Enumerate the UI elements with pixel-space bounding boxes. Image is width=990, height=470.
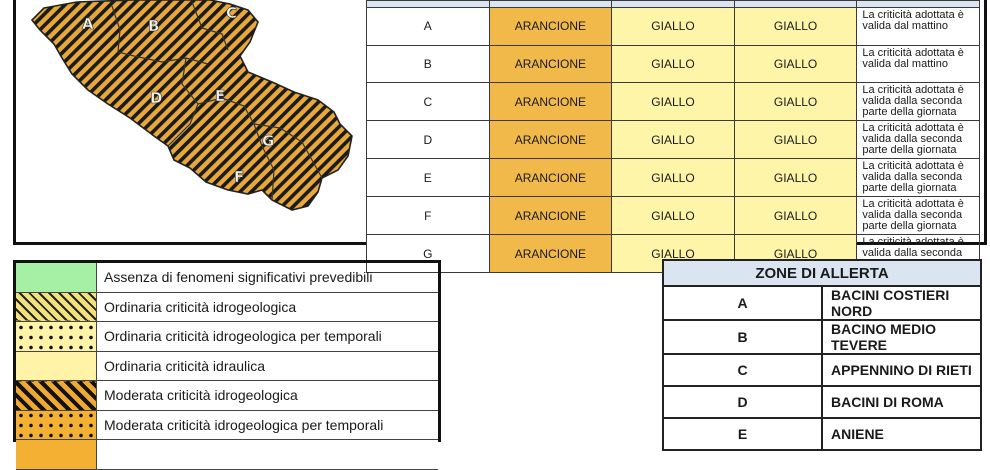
level-cell: ARANCIONE [489, 8, 612, 46]
note-cell: La criticità adottata è valida dal mattino [857, 45, 980, 83]
level-cell: GIALLO [612, 159, 735, 197]
level-cell: GIALLO [612, 235, 735, 273]
map-label-e: E [215, 87, 226, 105]
legend-row [16, 440, 438, 470]
zone-code: B [367, 45, 490, 83]
zone-code: F [367, 197, 490, 235]
note-cell: La criticità adottata è valida dalla seconda [857, 235, 980, 273]
zone-code: E [663, 418, 822, 450]
zones-header-row [663, 260, 981, 286]
level-cell: ARANCIONE [489, 83, 612, 121]
note-cell: La criticità adottata è valida dalla seconda parte della giornata [857, 197, 980, 235]
table-row [367, 197, 980, 235]
level-cell: GIALLO [734, 121, 857, 159]
map-label-d: D [150, 89, 163, 107]
legend-row [16, 351, 438, 381]
table-row [367, 121, 980, 159]
legend [13, 260, 441, 442]
legend-row [16, 410, 438, 440]
legend-swatch-thin-hatch [16, 292, 97, 322]
map-label-g: G [262, 132, 275, 150]
legend-label-empty [97, 440, 439, 470]
zone-name: BACINO MEDIO TEVERE [822, 320, 981, 354]
zone-name: BACINI DI ROMA [822, 386, 981, 418]
note-cell: La criticità adottata è valida dalla seconda parte della giornata [857, 159, 980, 197]
map-label-b: B [148, 17, 160, 35]
zone-code: D [663, 386, 822, 418]
zones-title: ZONE DI ALLERTA [663, 260, 981, 286]
level-cell: GIALLO [612, 8, 735, 46]
level-cell: GIALLO [734, 45, 857, 83]
zone-code: D [367, 121, 490, 159]
level-cell: GIALLO [612, 121, 735, 159]
header-cell [857, 1, 980, 8]
note-cell: La criticità adottata è valida dalla seconda parte della giornata [857, 83, 980, 121]
header-cell [367, 1, 490, 8]
legend-label: Ordinaria criticità idrogeologica per temporali [97, 322, 439, 352]
level-cell: GIALLO [734, 83, 857, 121]
legend-label: Assenza di fenomeni significativi prevedibili [97, 263, 439, 292]
zone-allerta-table [662, 259, 982, 451]
zone-code: A [367, 8, 490, 46]
legend-swatch-green [16, 263, 97, 292]
header-cell [612, 1, 735, 8]
zone-code: E [367, 159, 490, 197]
criticita-table [366, 0, 980, 273]
legend-swatch-yellow-dots [16, 322, 97, 352]
map-label-c: C [226, 4, 238, 22]
legend-row [16, 292, 438, 322]
note-cell: La criticità adottata è valida dalla seconda parte della giornata [857, 121, 980, 159]
legend-label: Moderata criticità idrogeologica per temporali [97, 410, 439, 440]
zone-name: APPENNINO DI RIETI [822, 354, 981, 386]
level-cell: ARANCIONE [489, 45, 612, 83]
legend-row [16, 381, 438, 411]
table-row [663, 354, 981, 386]
level-cell: GIALLO [734, 8, 857, 46]
level-cell: ARANCIONE [489, 159, 612, 197]
header-cell [489, 1, 612, 8]
legend-row [16, 322, 438, 352]
legend-swatch-yellow [16, 351, 97, 381]
zone-code: B [663, 320, 822, 354]
header-cell [734, 1, 857, 8]
zone-code: C [367, 83, 490, 121]
table-row [367, 45, 980, 83]
legend-label: Ordinaria criticità idraulica [97, 351, 439, 381]
table-row [367, 8, 980, 46]
map-label-f: F [234, 168, 245, 186]
table-row [663, 386, 981, 418]
zone-code: G [367, 235, 490, 273]
legend-label: Moderata criticità idrogeologica [97, 381, 439, 411]
legend-swatch-orange-dots [16, 410, 97, 440]
level-cell: ARANCIONE [489, 235, 612, 273]
zone-name: BACINI COSTIERI NORD [822, 286, 981, 320]
zone-code: C [663, 354, 822, 386]
level-cell: GIALLO [612, 83, 735, 121]
legend-label: Ordinaria criticità idrogeologica [97, 292, 439, 322]
zone-code: A [663, 286, 822, 320]
legend-swatch-thick-hatch [16, 381, 97, 411]
lazio-region-shape [32, 0, 352, 210]
level-cell: GIALLO [734, 197, 857, 235]
level-cell: GIALLO [734, 159, 857, 197]
legend-table [16, 263, 438, 470]
table-row [367, 159, 980, 197]
criticita-header-row [367, 1, 980, 8]
legend-swatch-orange [16, 440, 97, 470]
note-cell: La criticità adottata è valida dal mattino [857, 8, 980, 46]
level-cell: GIALLO [612, 197, 735, 235]
level-cell: GIALLO [734, 235, 857, 273]
level-cell: ARANCIONE [489, 121, 612, 159]
lazio-alert-map [22, 0, 362, 222]
table-row [663, 286, 981, 320]
table-row [663, 418, 981, 450]
zone-name: ANIENE [822, 418, 981, 450]
level-cell: ARANCIONE [489, 197, 612, 235]
table-row [663, 320, 981, 354]
table-row [367, 83, 980, 121]
level-cell: GIALLO [612, 45, 735, 83]
map-label-a: A [82, 15, 94, 33]
legend-row [16, 263, 438, 292]
